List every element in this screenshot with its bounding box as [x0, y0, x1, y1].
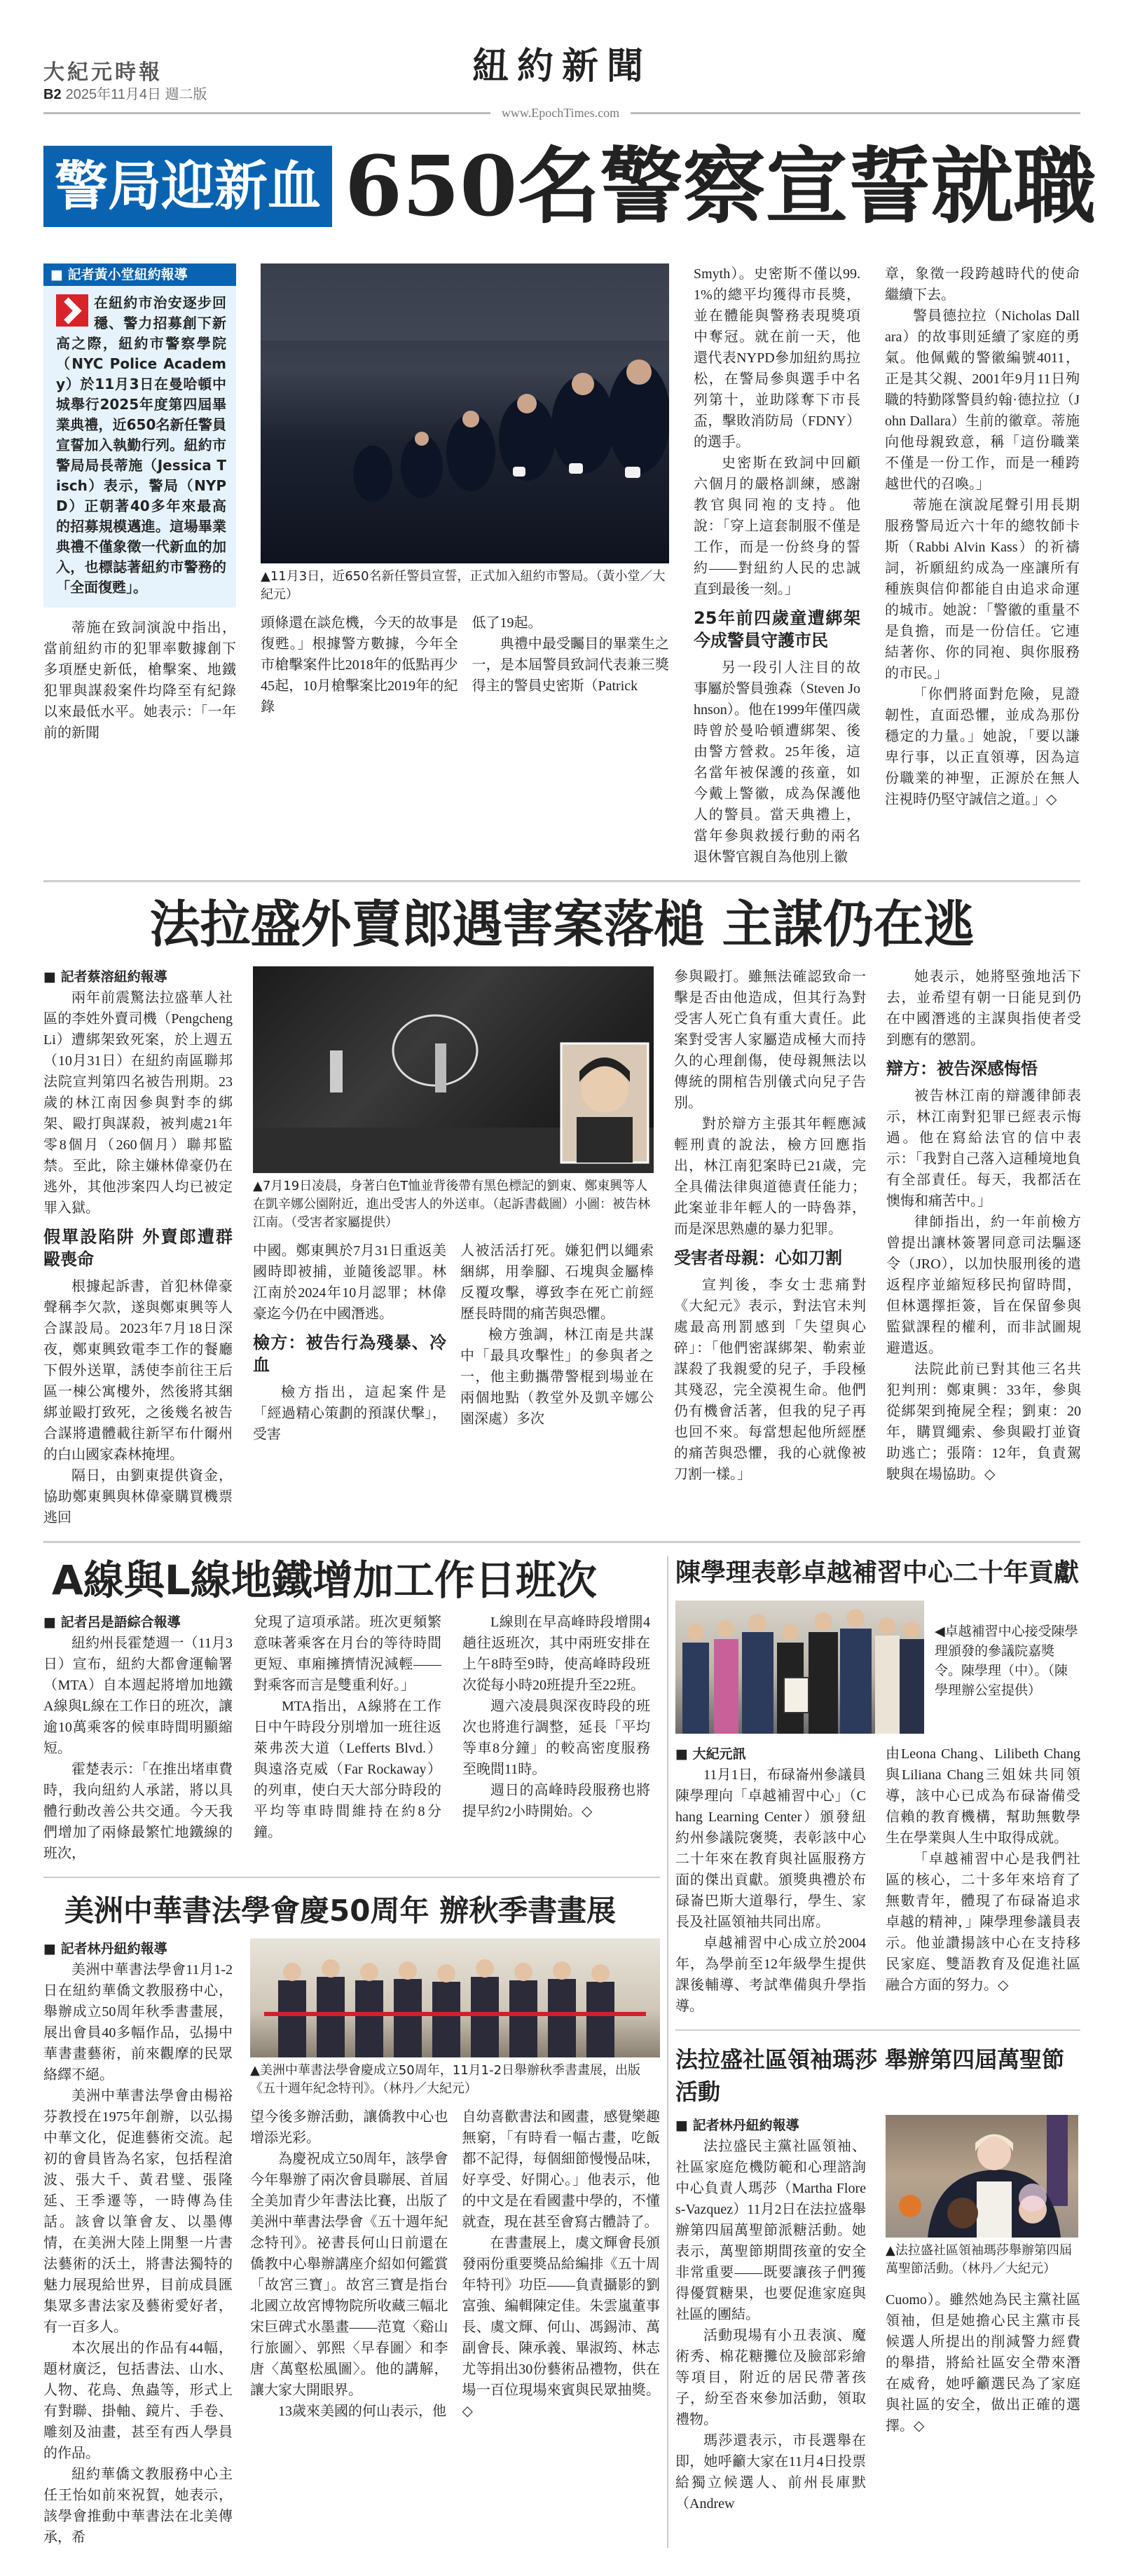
article-column — [460, 1240, 654, 1445]
section-divider — [43, 1877, 660, 1878]
headline-row — [43, 137, 1096, 235]
byline: ■ 記者呂是語綜合報導 — [43, 1615, 181, 1630]
paragraph: 望今後多辦活動，讓僑教中心也增添光彩。 — [250, 2109, 448, 2146]
article-headline: 陳學理表彰卓越補習中心二十年貢獻 — [675, 1558, 1080, 1587]
edition-line — [43, 83, 207, 103]
article-headline: 法拉盛外賣郎遇害案落槌 主謀仍在逃 — [149, 895, 975, 954]
paragraph: 史密斯在致詞中回顧六個月的嚴格訓練，感謝教官與同袍的支持。他說：「穿上這套制服不僅是工作，而是一份終身的誓約——對紐約人民的忠誠直到最後一刻。」 — [694, 455, 860, 597]
subheading: 假單設陷阱 外賣郎遭群毆喪命 — [43, 1227, 233, 1269]
kicker-box: 警局迎新血 — [43, 146, 332, 227]
masthead-logo: 大紀元時報 — [43, 60, 163, 85]
graduation-photo — [261, 263, 669, 563]
police-graduates-illustration — [261, 263, 669, 563]
bottom-left — [43, 1556, 660, 2548]
middle-column — [250, 1938, 660, 2422]
column-pair — [253, 1240, 654, 1445]
article-column — [674, 966, 866, 1485]
paragraph: 活動現場有小丑表演、魔術秀、棉花糖攤位及臉部彩繪等項目，附近的居民帶著孩子，紛至沓來參加活動，領取禮物。 — [675, 2328, 866, 2427]
paragraph: 蒂施在演說尾聲引用長期服務警局近六十年的總牧師卡斯（Rabbi Alvin Kass）的祈禱詞，祈願紐約成為一座讓所有種族與信仰都能自由追求命運的城市。她說：「警徽的重量不是負擔，而是一份信任。它連結著你、你的同袍、與你服務的市民。」 — [885, 498, 1080, 681]
paragraph: 被告林江南的辯護律師表示，林江南對犯罪已經表示悔過。他在寫給法官的信中表示：「我對自己落入這種境地負有全部責任。每天，我都活在懊悔和痛苦中。」 — [886, 1088, 1081, 1209]
article-column — [694, 263, 860, 868]
paragraph: 另一段引人注目的故事屬於警員強森（Steven Johnson）。他在1999年僅四歲時曾於曼哈頓遭綁架、後由警方營救。25年後，這名當年被保護的孩童，如今戴上警徽，成為保護他人的警員。當天典禮上，當年參與救援行動的兩名退休警官親自為他別上徽 — [694, 660, 860, 865]
paragraph: 她表示，她將堅強地活下去，並希望有朝一日能見到仍在中國潛逃的主謀與指使者受到應有的懲罰。 — [886, 969, 1081, 1048]
paragraph: 兩年前震驚法拉盛華人社區的李姓外賣司機（Pengcheng Li）遭綁架致死案，於上週五（10月31日）在紐約南區聯邦法院宣判第四名被告刑期。23歲的林江南因參與對李的綁架、毆打與謀殺，被判處21年零8個月（260個月）聯邦監禁。至此，除主嫌林偉豪仍在逃外，其他涉案四人均已被定罪入獄。 — [43, 990, 233, 1216]
article-column — [885, 263, 1080, 810]
photo-caption: ▲美洲中華書法學會慶成立50周年，11月1-2日舉辦秋季書畫展，出版《五十週年紀念特刊》。（林丹／大紀元） — [250, 2063, 641, 2096]
article-halloween — [675, 2115, 1080, 2514]
paragraph: 律師指出，約一年前檢方曾提出讓林簽署同意司法驅逐令（JRO），以加快服刑後的遣返程序並縮短移民拘留時間，但林選擇拒簽，旨在保留參與監獄課程的權利，而非試圖規避遣返。 — [886, 1214, 1081, 1356]
paragraph: 宣判後，李女士悲痛對《大紀元》表示，對法官未判處最高刑罰感到「失望與心碎」：「他們密謀綁架、勒索並謀殺了我親愛的兒子，手段極其殘忍，完全漠視生命。他們仍有機會活著，但我的兒子再也回不來。每當想起他所經歷的痛苦與恐懼，我的心就像被刀割一樣。」 — [674, 1277, 866, 1482]
paragraph: 檢方強調，林江南是共謀中「最具攻擊性」的參與者之一，他主動攜帶警棍到場並在兩個地點（教堂外及凱辛娜公園深處）多次 — [460, 1327, 654, 1427]
paragraph: 典禮中最受矚目的畢業生之一，是本屆警員致詞代表兼三獎得主的警員史密斯（Patrick — [472, 636, 669, 694]
byline: ■ 記者林丹紐約報導 — [675, 2118, 799, 2133]
paragraph: 11月1日，布碌崙州參議員陳學理向「卓越補習中心」（Chang Learning Center）頒發紐約州參議院褒獎，表彰該中心二十年來在教育與社區服務方面的傑出貢獻。頒獎典禮於布碌崙巴斯大道舉行，學生、家長及社區領袖共同出席。 — [675, 1767, 866, 1930]
surveillance-photo — [253, 966, 654, 1173]
article-column — [43, 1938, 233, 2548]
column-pair — [261, 612, 669, 718]
subheading: 檢方：被告行為殘暴、冷血 — [253, 1333, 446, 1375]
paragraph: 紐約華僑文教服務中心主任王怡如前來祝賀，她表示，該學會推動中華書法在北美傳承，希 — [43, 2467, 233, 2545]
article-column — [886, 966, 1081, 1485]
paragraph: 低了19起。 — [472, 615, 542, 631]
middle-column — [253, 966, 654, 1445]
inset-portrait — [561, 1043, 648, 1163]
article-column — [254, 1612, 441, 1843]
paragraph: Cuomo）。雖然她為民主黨社區領袖，但是她擔心民主黨市長候選人所提出的削減警力經費的舉措，將給社區安全帶來潛在威脅，她呼籲選民為了家庭與社區的安全，做出正確的選擇。◇ — [886, 2292, 1080, 2434]
award-group-photo — [675, 1601, 924, 1734]
lede-box — [43, 263, 236, 608]
paragraph: 頭條還在談危機，今天的故事是復甦。」根據警方數據，今年全市槍擊案件比2018年的低點再少45起，10月槍擊案比2019年的紀錄 — [261, 615, 458, 715]
article-learning-center — [675, 1743, 1080, 2017]
paragraph: 參與毆打。雖無法確認致命一擊是否由他造成，但其行為對受害人死亡負有重大責任。此案對受害人家屬造成極大而持久的心理創傷，使母親無法以傳統的開棺告別儀式向兒子告別。 — [674, 969, 866, 1111]
article-column — [462, 2106, 661, 2422]
photo-caption: ◀卓越補習中心接受陳學理頒發的參議院嘉獎令。陳學理（中）。（陳學理辦公室提供） — [935, 1624, 1078, 1698]
subheading: 辯方：被告深感悔悟 — [886, 1059, 1038, 1078]
subheading: 25年前四歲童遭綁架 今成警員守護市民 — [694, 608, 860, 650]
paragraph: 根據起訴書，首犯林偉豪聲稱李欠款，遂與鄭東興等人合謀設局。2023年7月18日深夜，鄭東興致電李工作的餐廳下假外送單，誘使李前往王后區一棟公寓樓外，然後將其綑綁並毆打致死，之後幾名被告合謀將遺體載往新罕布什爾州的白山國家森林掩埋。 — [43, 1279, 233, 1462]
paragraph: 美洲中華書法學會由楊裕芬教授在1975年創辦，以弘揚中華文化，促進藝術交流。起初的會員皆為名家，包括程滄波、張大千、黃君璧、張隆延、王季遷等，一時傳為佳話。該會以筆會友、以墨傳情，在美洲大陸上開墾一片書法藝術的沃土，將書法獨特的魅力展現給世界，目前成員匯集眾多書法家及藝術愛好者，有一百多人。 — [43, 2088, 233, 2335]
paragraph: 由Leona Chang、Lilibeth Chang與Liliana Chang三姐妹共同領導，該中心已成為布碌崙備受信賴的教育機構，幫助無數學生在學業與人生中取得成就。 — [886, 1746, 1080, 1846]
photo-with-caption — [675, 1601, 1080, 1734]
byline-text: 記者黃小堂紐約報導 — [67, 267, 188, 282]
paragraph: Smyth）。史密斯不僅以99.1%的總平均獲得市長獎，並在體能與警務表現獎項中奪冠。就在前一天，他還代表NYPD參加紐約馬拉松，在警局參與選手中名列第十，並助隊奪下市長盃，擊敗消防局（FDNY）的選手。 — [694, 266, 860, 450]
lede-text-block — [43, 286, 236, 598]
paragraph: 卓越補習中心成立於2004年，為學前至12年級學生提供課後輔導、考試準備與升學指導。 — [675, 1936, 866, 2014]
paragraph: 週日的高峰時段服務也將提早約2小時開始。◇ — [462, 1783, 650, 1819]
page-number: B2 — [43, 87, 62, 102]
paragraph: 週六凌晨與深夜時段的班次也將進行調整，延長「平均等車8分鐘」的較高密度服務至晚間11時。 — [462, 1699, 650, 1777]
paragraph: 「卓越補習中心是我們社區的核心，二十多年來培育了無數青年，體現了布碌崙追求卓越的精神，」陳學理參議員表示。他並讚揚該中心在支持移民家庭、雙語教育及促進社區融合方面的努力。◇ — [886, 1851, 1080, 1993]
section-divider — [43, 880, 1080, 882]
article-column — [250, 2106, 448, 2422]
ribbon-cutting-illustration — [250, 1938, 660, 2057]
article-column — [675, 2115, 866, 2514]
section-title: 紐約新聞 — [472, 46, 652, 88]
paragraph: 檢方指出，這起案件是「經過精心策劃的預謀伏擊」，受害 — [253, 1385, 446, 1442]
paragraph: 蒂施在致詞演說中指出，當前紐約市的犯罪率數據創下多項歷史新低，槍擊案、地鐵犯罪與謀殺案件均降至有紀錄以來最低水平。她表示：「一年前的新聞 — [43, 620, 236, 741]
paragraph: MTA指出，A線將在工作日中午時段分別增加一班往返萊弗茨大道（Lefferts Blvd.）與遠洛克威（Far Rockaway）的列車，使白天大部分時段的平均等車時間維持在約8分鐘。 — [254, 1699, 441, 1840]
photo-caption: ▲11月3日，近650名新任警員宣誓，正式加入紐約市警局。（黃小堂／大紀元） — [261, 569, 666, 602]
bottom-section — [43, 1556, 1080, 2548]
paragraph: 在書畫展上，虞文輝會長頒發兩份重要獎品給編排《五十周年特刊》功臣——負責攝影的劉富強、編輯陳定佳。朱雲嵐董事長、虞文輝、何山、馮錫沛、萬副會長、陳承義、畢淑筠、林志尤等捐出30份藝術品禮物，供在場一百位現場來賓與民眾抽獎。◇ — [462, 2235, 660, 2419]
edition-date: 2025年11月4日 週二版 — [65, 87, 207, 102]
night-scene-illustration — [253, 966, 654, 1173]
middle-column — [261, 263, 669, 718]
article-column — [261, 612, 458, 718]
halloween-illustration — [886, 2115, 1078, 2238]
article-headline: A線與L線地鐵增加工作日班次 — [52, 1556, 597, 1604]
article-column — [886, 2289, 1080, 2437]
column-pair — [250, 2106, 660, 2422]
article-column — [675, 1743, 866, 2017]
paragraph: 紐約州長霍楚週一（11月3日）宣布，紐約大都會運輸署（MTA）自本週起將增加地鐵A線與L線在工作日的班次，讓逾10萬乘客的候車時間明顯縮短。 — [43, 1636, 233, 1756]
byline: ■ 記者黃小堂紐約報導 — [43, 263, 236, 286]
article-calligraphy — [43, 1938, 660, 2548]
paragraph: 瑪莎還表示，市長選舉在即，她呼籲大家在11月4日投票給獨立候選人、前州長庫默（Andrew — [675, 2433, 866, 2512]
article-column — [472, 612, 670, 718]
main-headline: 650名警察宣誓就職 — [345, 137, 1096, 235]
paragraph: 隔日，由劉東提供資金，協助鄭東興與林偉豪購買機票逃回 — [43, 1468, 233, 1526]
paragraph: 法院此前已對其他三名共犯判刑：鄭東興：33年，參與從綁架到掩屍全程；劉東：20年，購買繩索、參與毆打並資助逃亡；張隋：12年，負責駕駛與在場協助。◇ — [886, 1362, 1081, 1482]
paragraph: 「你們將面對危險，見證韌性，直面恐懼，並成為那份穩定的力量。」她說，「要以謙卑行事，以正直領導，因為這份職業的神聖，正源於在無人注視時仍堅守誠信之道。」◇ — [885, 687, 1080, 807]
article-headline: 法拉盛社區領袖瑪莎 舉辦第四屆萬聖節活動 — [675, 2046, 1065, 2105]
article-column — [462, 1612, 650, 1822]
halloween-event-photo — [886, 2115, 1078, 2238]
subheading: 受害者母親：心如刀割 — [674, 1248, 842, 1268]
article-column — [43, 966, 233, 1528]
calligraphy-event-photo — [250, 1938, 660, 2057]
byline: ■ 大紀元訊 — [675, 1746, 746, 1762]
column-divider — [667, 1556, 668, 2548]
byline: ■ 記者蔡溶紐約報導 — [43, 969, 167, 985]
article-column — [43, 617, 236, 744]
paragraph: 自幼喜歡書法和國畫，感覺樂趣無窮，「有時看一幅古畫，吃飯都不記得，每個細節慢慢品味，好享受、好開心。」他表示，他的中文是在看國畫中學的，不懂就查，現在甚至會寫古體詩了。 — [462, 2109, 660, 2230]
photo-caption: ▲7月19日凌晨，身著白色T恤並背後帶有黑色標記的劉東、鄭東興等人在凱辛娜公園附近，進出受害人的外送車。（起訴書截圖）小圖：被告林江南。（受害者家屬提供） — [253, 1179, 650, 1230]
paragraph: 警員德拉拉（Nicholas Dallara）的故事則延續了家庭的勇氣。他佩戴的警徽編號4011，正是其父親、2001年9月11日殉職的特勤隊警員約翰·德拉拉（John Dallara）生前的徽章。蒂施向他母親致意，稱「這份職業不僅是一份工作，而是一種跨越世代的召喚。」 — [885, 308, 1080, 492]
paragraph: 章，象徵一段跨越時代的使命繼續下去。 — [885, 266, 1080, 303]
article-subway — [43, 1612, 660, 1864]
left-column — [43, 263, 236, 744]
paragraph: 中國。鄭東興於7月31日重返美國時即被捕，並隨後認罪。林江南於2024年10月認罪；林偉豪迄今仍在中國潛逃。 — [253, 1243, 446, 1322]
paragraph: L線則在早高峰時段增開4趟往返班次，其中兩班安排在上午8時至9時，使高峰時段班次從每小時20班提升至22班。 — [462, 1615, 650, 1693]
section-divider — [43, 1541, 1080, 1543]
right-column — [886, 2115, 1080, 2437]
photo-caption: ▲法拉盛社區領袖瑪莎舉辦第四屆萬聖節活動。（林丹／大紀元） — [886, 2243, 1072, 2276]
article-headline: 美洲中華書法學會慶50周年 辦秋季書畫展 — [64, 1893, 617, 1928]
article-column — [43, 1612, 233, 1864]
paragraph: 兌現了這項承諾。班次更頻繁意味著乘客在月台的等待時間更短、車廂擁擠情況減輕——對乘客而言是雙重利好。」 — [254, 1615, 441, 1693]
paragraph: 對於辯方主張其年輕應減輕刑責的說法，檢方回應指出，林江南犯案時已21歲，完全具備法律與道德責任能力；此案並非年輕人的一時魯莽，而是深思熟慮的暴力犯罪。 — [674, 1116, 866, 1237]
section-divider — [675, 2029, 1080, 2031]
bottom-right — [675, 1556, 1080, 2548]
group-photo-illustration — [675, 1601, 924, 1734]
page-header — [43, 0, 1080, 133]
article-column — [253, 1240, 446, 1445]
paragraph: 法拉盛民主黨社區領袖、社區家庭危機防範和心理諮詢中心負責人瑪莎（Martha Flores-Vazquez）11月2日在法拉盛舉辦第四屆萬聖節派糖活動。她表示，萬聖節期間孩童的安全非常重要——既要讓孩子們獲得優質糖果，也要促進家庭與社區的團結。 — [675, 2139, 866, 2322]
article-column — [886, 1743, 1080, 1996]
paragraph: 美洲中華書法學會11月1-2日在紐約華僑文教服務中心，舉辦成立50周年秋季書畫展，展出會員40多幅作品，弘揚中華書畫藝術，前來觀摩的民眾絡繹不絕。 — [43, 1962, 233, 2083]
site-url[interactable]: www.EpochTimes.com — [490, 104, 631, 122]
paragraph: 為慶祝成立50周年，該學會今年舉辦了兩次會員聯展、首屆全美加青少年書法比賽，出版了美洲中華書法學會《五十週年紀念特刊》。祕書長何山日前還在僑教中心舉辦講座介紹如何鑑賞「故宮三寶」。故宮三寶是指台北國立故宮博物院所收藏三幅北宋巨碑式水墨畫——范寬〈谿山行旅圖〉、郭熙〈早春圖〉和李唐〈萬壑松風圖〉。他的講解，讓大家大開眼界。 — [250, 2151, 448, 2398]
chevron-icon — [56, 294, 88, 327]
paragraph: 本次展出的作品有44幅，題材廣泛，包括書法、山水、人物、花鳥、魚蟲等，形式上有對聯、掛軸、鏡片、手卷、雕刻及油畫，甚至有西人學員的作品。 — [43, 2341, 233, 2461]
lede-text: 在紐約市治安逐步回穩、警力招募創下新高之際，紐約市警察學院（NYC Police Academy）於11月3日在曼哈頓中城舉行2025年度第四屆畢業典禮，近650名新任警員宣誓加入執勤行列。紐約市警局局長蒂施（Jessica Tisch）表示，警局（NYPD）正朝著40多年來最高的招募規模邁進。這場畢業典禮不僅象徵一代新血的加入，也標誌著紐約市警務的「全面復甦」。 — [56, 294, 226, 596]
paragraph: 13歲來美國的何山表示，他 — [278, 2404, 446, 2419]
paragraph: 霍楚表示：「在推出堵車費時，我向紐約人承諾，將以具體行動改善公共交通。今天我們增加了兩條最繁忙地鐵線的班次， — [43, 1762, 233, 1861]
paragraph: 人被活活打死。嫌犯們以繩索綑綁，用拳腳、石塊與金屬棒反覆攻擊，導致李在死亡前經歷長時間的痛苦與恐懼。 — [460, 1243, 654, 1322]
byline: ■ 記者林丹紐約報導 — [43, 1941, 167, 1957]
article-police-graduation — [43, 263, 1080, 868]
article-delivery-case — [43, 966, 1080, 1528]
